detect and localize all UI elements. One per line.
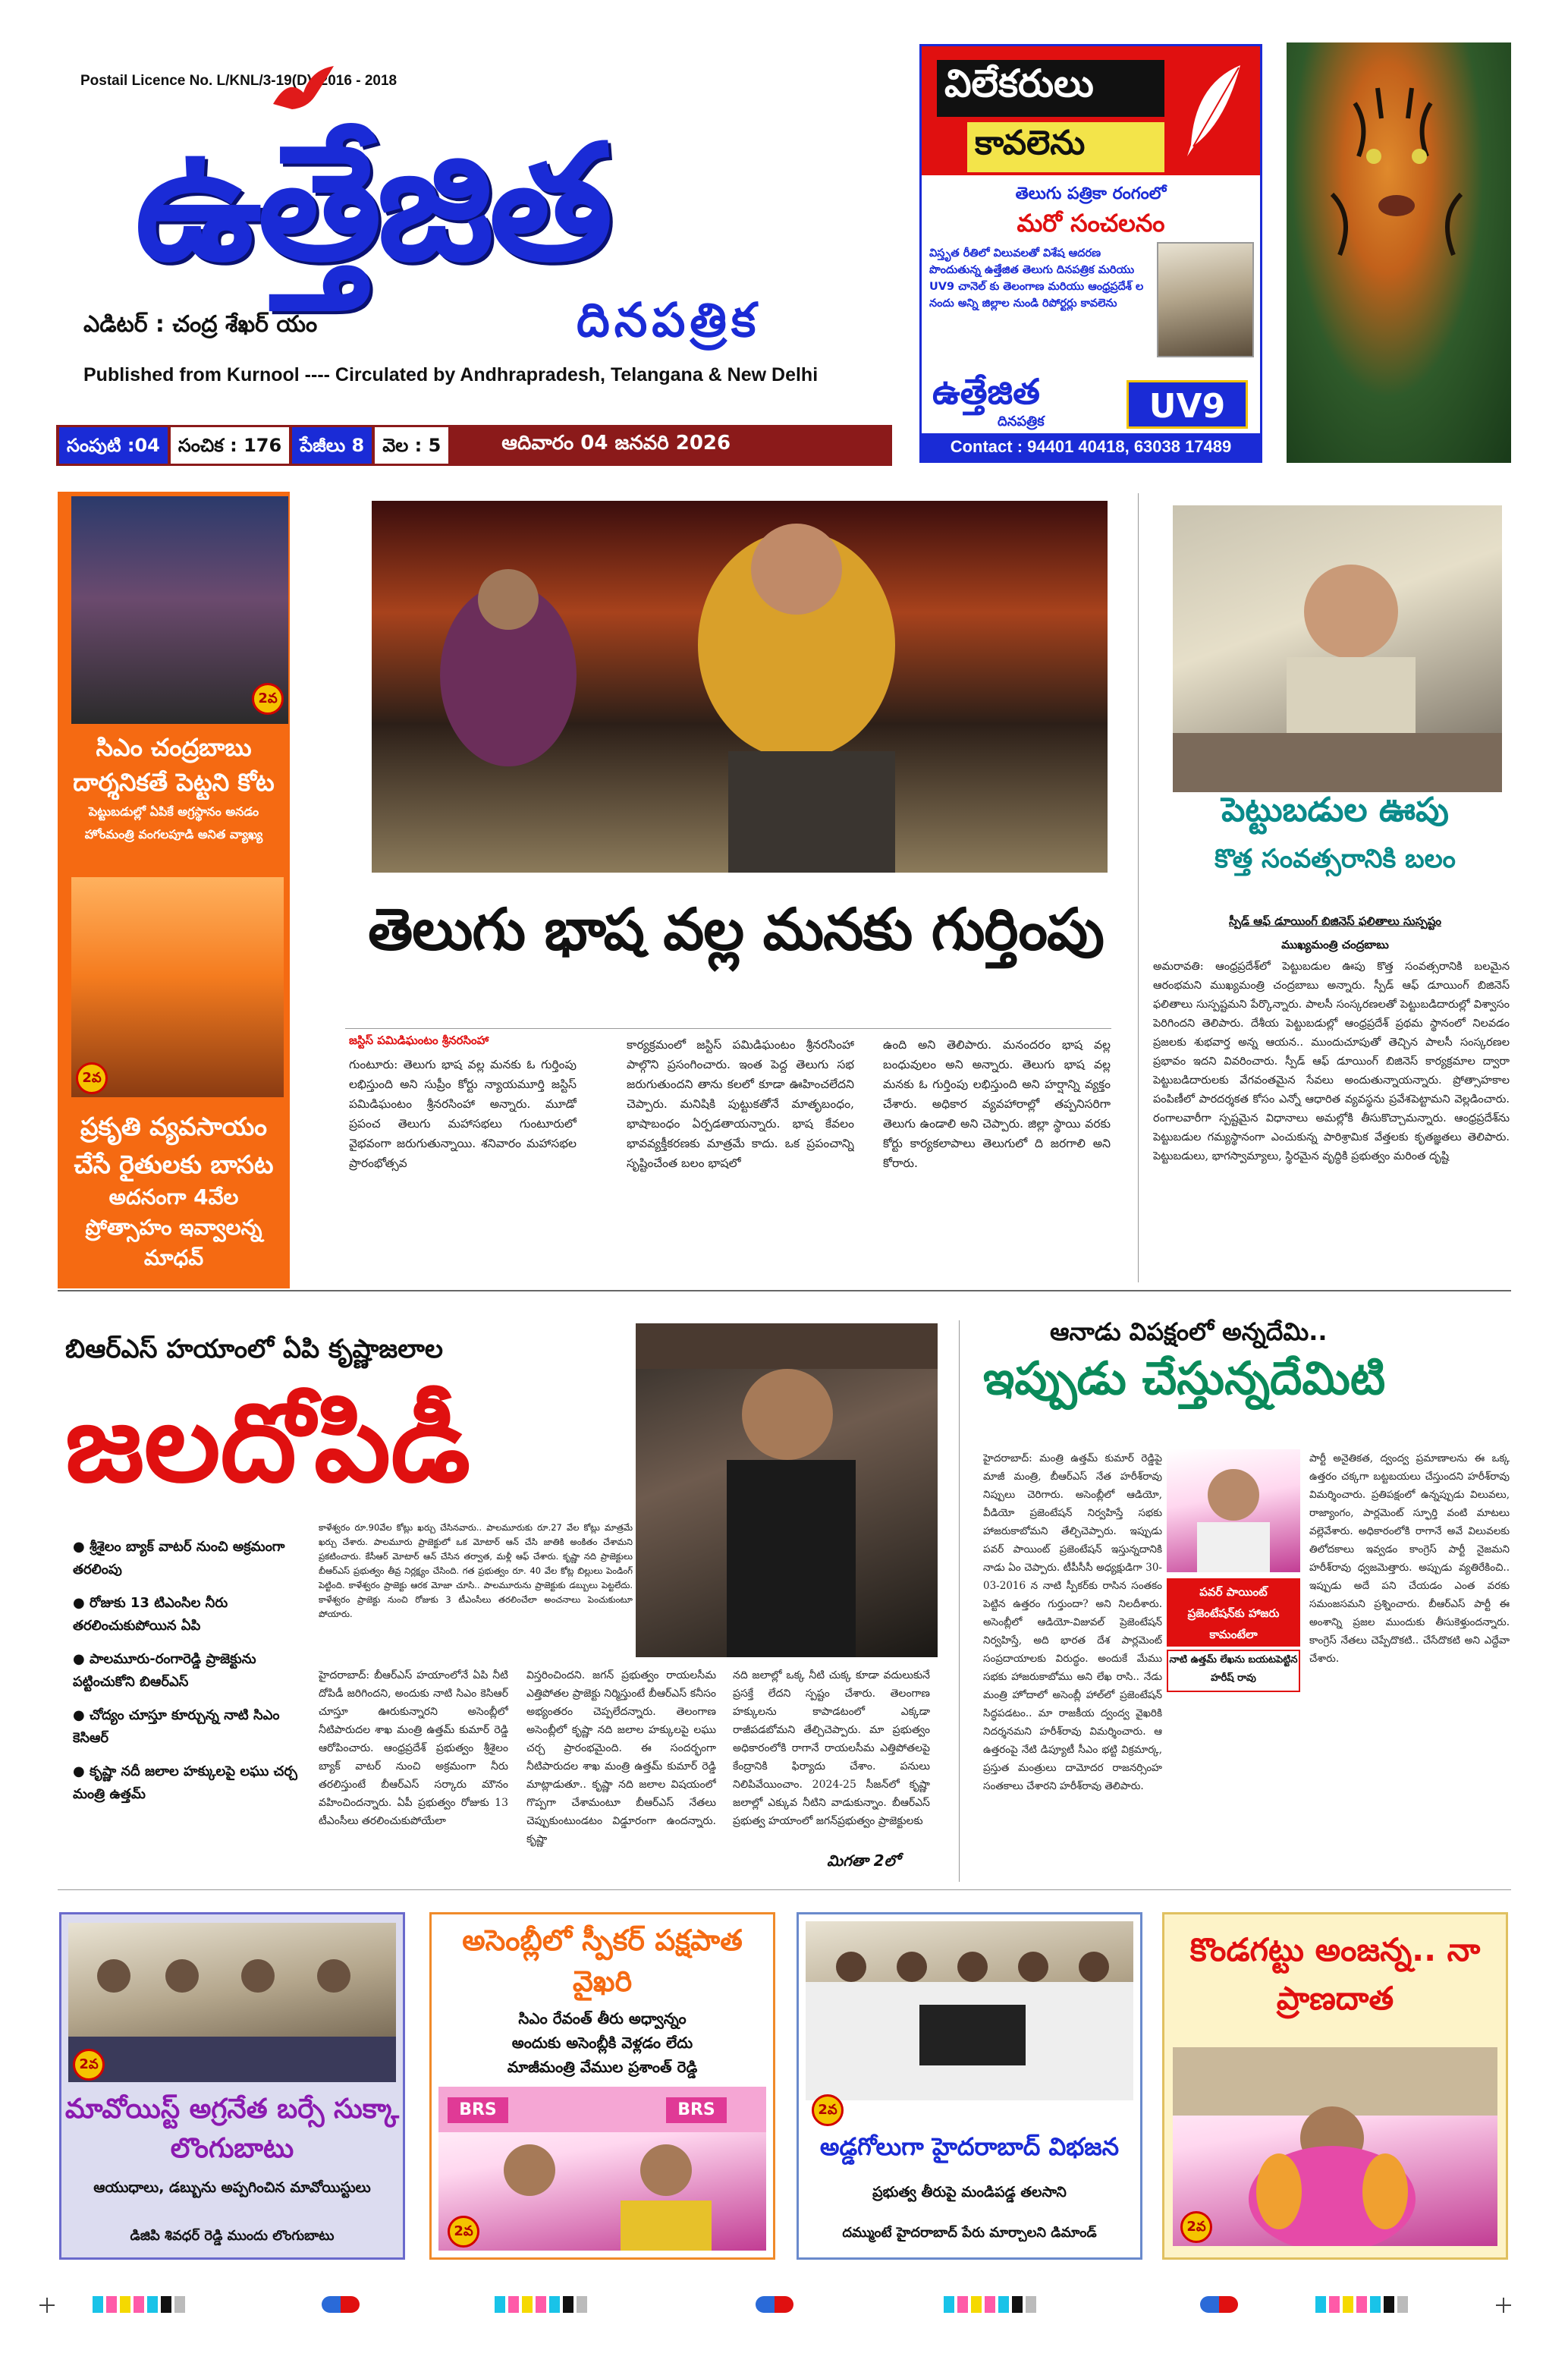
- color-bar: [1315, 2296, 1411, 2313]
- color-bar: [93, 2296, 188, 2313]
- postal-licence: Postail Licence No. L/KNL/3-19(D). 2016 - 2018: [80, 73, 397, 89]
- harish-box-2: నాటి ఉత్తమ్ లేఖను బయటపెట్టిన హరీష్ రావు: [1167, 1650, 1300, 1692]
- krishna-col-1: హైదరాబాద్: బీఆర్ఎస్ హయాంలోనే ఏపి నీటి దోపిడీ జరిగిందని, అందుకు నాటి సిఎం కెసిఆర్ చూస్తూ ఊరుకున్నారని అసెంబ్లీలో నీటిపారుదల శాఖ మంత్రి ఉత్తమ్ కుమార్ రెడ్డి ఆరోపించారు. ఆంధ్రప్రదేశ్ ప్రభుత్వం శ్రీశైలం బ్యాక్ వాటర్ నుంచి అక్రమంగా నీరు తరలిస్తుంటే బీఆర్ఎస్ సర్కారు మౌనం వహించిందన్నారు. ఏపీ ప్రభుత్వం రోజుకు 13 టీఎంసీలు తరలించుకుపోయేలా: [319, 1669, 508, 1827]
- published-line: Published from Kurnool ---- Circulated by Andhrapradesh, Telangana & New Delhi: [83, 364, 819, 385]
- page-badge: 2వ: [1180, 2211, 1212, 2243]
- main-headline: తెలుగు భాష వల్ల మనకు గుర్తింపు: [368, 895, 1104, 963]
- ad-line-2: మరో సంచలనం: [1017, 209, 1165, 238]
- main-byline: జస్టిస్ పమిడిఘంటం శ్రీనరసింహా: [349, 1033, 489, 1047]
- brs-logo: BRS: [448, 2097, 508, 2123]
- volume-label: సంపుటి :04: [59, 427, 168, 464]
- color-pill: [756, 2296, 793, 2313]
- uttam-photo: [636, 1323, 938, 1657]
- krishna-headline: జలదోపిడీ: [65, 1381, 471, 1506]
- bullet-item: ● శ్రీశైలం బ్యాక్ వాటర్ నుంచి అక్రమంగా తరలింపు: [73, 1539, 285, 1578]
- right-headline-1: పెట్టుబడుల ఊపు: [1221, 791, 1449, 829]
- recruitment-ad: [919, 44, 1262, 463]
- harish-box-1: పవర్ పాయింట్ ప్రజెంటేషన్‌కు హాజరు కామంటేలా: [1167, 1578, 1300, 1647]
- ad-logo: ఉత్తేజిత: [932, 371, 1040, 412]
- harish-photo: [1167, 1449, 1300, 1572]
- harish-kicker: ఆనాడు విపక్షంలో అన్నదేమి..: [1050, 1317, 1328, 1346]
- date-label: ఆదివారం 04 జనవరి 2026: [501, 432, 731, 455]
- left-story-2-sub: అదనంగా 4వేల ప్రోత్సాహం ఇవ్వాలన్న మాధవ్: [85, 1184, 262, 1270]
- ad-newspaper-image: [1157, 242, 1254, 357]
- color-pill: [1200, 2296, 1238, 2313]
- editor-line: ఎడిటర్ : చంద్ర శేఖర్ యం: [83, 311, 318, 338]
- bottom-4-title: కొండగట్టు అంజన్న.. నా ప్రాణదాత: [1189, 1931, 1481, 2017]
- krishna-col-3: నది జలాల్లో ఒక్క నీటి చుక్క కూడా వదులుకునే ప్రసక్తే లేదని స్పష్టం చేశారు. తెలంగాణ హక్కులను కాపాడటంలో ఎక్కడా రాజీపడబోమని తేల్చిచెప్పారు. మా ప్రభుత్వం అధికారంలోకి రాగానే రాయలసీమ ఎత్తిపోతలపై కేంద్రానికి ఫిర్యాదు చేశాం. పనులు నిలిపివేయించాం. 2024-25 సీజన్‌లో కృష్ణా జలాల్లో ఎక్కువ నీటిని వాడుకున్నాం. బీఆర్ఎస్ ప్రభుత్వ హయాంలో జగన్‌ప్రభుత్వం ప్రాజెక్టులకు: [733, 1669, 930, 1827]
- bottom-3-sub-1: ప్రభుత్వ తీరుపై మండిపడ్డ తలసాని: [872, 2184, 1067, 2201]
- chandrababu-photo: [1173, 505, 1502, 792]
- right-kicker-1: స్పీడ్ ఆఫ్ డూయింగ్ బిజినెస్ ఫలితాలు సుస్పష్టం: [1228, 914, 1442, 928]
- bottom-2-sub-1: సిఎం రేవంత్ తీరు అధ్వాన్నం: [518, 2009, 687, 2028]
- bullet-item: ● పాలమూరు-రంగారెడ్డి ప్రాజెక్టును పట్టించుకోని బిఆర్ఎస్: [73, 1651, 256, 1690]
- krishna-kicker: బిఆర్ఎస్ హయాంలో ఏపి కృష్ణాజలాల: [65, 1334, 443, 1364]
- bullet-item: ● రోజుకు 13 టిఎంసిల నీరు తరలించుకుపోయిన ఏపి: [73, 1595, 228, 1634]
- logo-subtitle: దినపత్రిక: [577, 292, 761, 348]
- vemula-photo: [438, 2087, 766, 2251]
- bullet-item: ● చోద్యం చూస్తూ కూర్చున్న నాటి సిఎం కెసిఆర్: [73, 1707, 280, 1746]
- ad-logo-sub: దినపత్రిక: [998, 414, 1045, 429]
- pages-label: పేజీలు 8: [292, 427, 372, 464]
- registration-mark: [39, 2298, 55, 2313]
- bullet-item: ● కృష్ణా నదీ జలాల హక్కులపై లఘు చర్చ మంత్రి ఉత్తమ్: [73, 1763, 297, 1802]
- page-badge: 2వ: [73, 2049, 105, 2081]
- color-pill: [322, 2296, 360, 2313]
- right-kicker-2: ముఖ్యమంత్రి చంద్రబాబు: [1281, 938, 1389, 952]
- left-story-1-sub-1: పెట్టుబడుల్లో ఏపికే అగ్రస్థానం అనడం: [88, 804, 259, 819]
- left-story-1-sub-2: హోంమంత్రి వంగలపూడి అనిత వ్యాఖ్య: [84, 827, 263, 842]
- issue-strip: [56, 425, 892, 466]
- talasani-photo: [806, 1921, 1133, 2100]
- brs-logo: BRS: [666, 2097, 727, 2123]
- harish-col-2: పార్టీ అనైతికత, ద్వంద్వ ప్రమాణాలను ఈ ఒక్క ఉత్తరం చక్కగా బట్టబయలు చేస్తుందని హరీశ్‌రావు విమర్శించారు. ప్రతిపక్షంలో ఉన్నప్పుడు విలువలు, రాజ్యాంగం, పార్లమెంట్ స్ఫూర్తి వంటి మాటలు వల్లెవేశారు. అధికారంలోకి రాగానే అవే విలువలకు తిలోదకాలు ఇవ్వడం కాంగ్రెస్ పార్టీ నైజమని హరీశ్‌రావు ధ్వజమెత్తారు. అప్పుడు వ్యతిరేకించి.. ఇప్పుడు అదే పని చేయడం ఎంత వరకు సమంజసమని ప్రశ్నించారు. బీఆర్ఎస్ పార్టీ ఈ అంశాన్ని ప్రజల ముందుకు తీసుకెళ్తుందన్నారు. కాంగ్రెస్ నేతలు చెప్పేదొకటి.. చేసేదొకటి అని ఎద్దేవా చేశారు.: [1309, 1452, 1510, 1665]
- page-badge: 2వ: [448, 2216, 479, 2248]
- ad-contact: Contact : 94401 40418, 63038 17489: [922, 433, 1260, 461]
- main-col-2: కార్యక్రమంలో జస్టిస్ పమిడిఘంటం శ్రీనరసింహా పాల్గొని ప్రసంగించారు. ఇంత పెద్ద తెలుగు సభ జరుగుతుందని తాను కలలో కూడా ఊహించలేదని చెప్పారు. మనిషికి పుట్టుకతోనే మాతృబంధం, భాషాబంధం ఏర్పడతాయన్నారు. భాష కేవలం భావవ్యక్తీకరణకు మాత్రమే కాదు. ఒక ప్రపంచాన్ని సృష్టించేంత బలం భాషలో: [627, 1038, 854, 1170]
- ad-line-1: తెలుగు పత్రికా రంగంలో: [1015, 184, 1167, 203]
- krishna-col-2: విస్తరించిందని. జగన్ ప్రభుత్వం రాయలసీమ ఎత్తిపోతల ప్రాజెక్టు నిర్మిస్తుంటే బీఆర్ఎస్ కనీసం అభ్యంతరం చెప్పలేదన్నారు. తెలంగాణ అసెంబ్లీలో కృష్ణా నది జలాల హక్కులపై లఘు చర్చ ప్రారంభమైంది. ఈ సందర్భంగా నీటిపారుదల శాఖ మంత్రి ఉత్తమ్ కుమార్ రెడ్డి మాట్లాడుతూ.. కృష్ణా నది జలాల విషయంలో గొప్పగా చేశామంటూ బీఆర్ఎస్ నేతలు చెప్పుకుంటుండటం విడ్డూరంగా ఉందన్నారు. కృష్ణా: [526, 1669, 716, 1845]
- registration-mark: [1496, 2298, 1511, 2313]
- maoist-photo: [68, 1923, 396, 2082]
- krishna-caption: కాళేశ్వరం రూ.90వేల కోట్లు ఖర్చు చేసినవారు.. పాలమూరుకు రూ.27 వేల కోట్లు మాత్రమే ఖర్చు చేశారు. పాలమూరు ప్రాజెక్టులో ఒక మోటార్ ఆన్ చేసి జాతికి అంకితం చేశామని ప్రకటించారు. కేసీఆర్ మోటార్ ఆన్ చేసిన తర్వాత, మళ్లీ ఆఫ్ చేశారు. కృష్ణా నది ప్రాజెక్టులు బీఆర్ఎస్ ప్రభుత్వం తీవ్ర నిర్లక్ష్యం చేసింది. గత ప్రభుత్వం రూ. 40 వేల కోట్ల బిల్లులు పెండింగ్ పెట్టింది. కాళేశ్వరం ప్రాజెక్టు ఆరక మోజా చూసి.. పాలమూరును ప్రాజెక్టుకు డబ్బులు పెట్టలేదు. కాళేశ్వరం ప్రాజెక్టు నుంచి రోజుకు 3 టీఎంసీలు తరలించేలా అంచనాలు పెంచుకుంటూ పోయారు.: [319, 1522, 633, 1619]
- krishna-bullets: [73, 1536, 300, 1817]
- issue-label: సంచిక : 176: [171, 427, 289, 464]
- krishna-continued: మిగతా 2లో: [827, 1851, 900, 1870]
- bottom-1-title: మావోయిస్ట్ అగ్రనేత బర్సే సుక్కా లొంగుబాటు: [64, 2094, 400, 2164]
- bottom-3-title: అడ్డగోలుగా హైదరాబాద్ విభజన: [819, 2132, 1120, 2161]
- madhav-photo: [71, 877, 284, 1097]
- bottom-2-sub-2: అందుకు అసెంబ్లీకి వెళ్లడం లేదు: [511, 2034, 693, 2052]
- main-col-3: ఉంది అని తెలిపారు. మనందరం భాష వల్ల బంధువులం అని అన్నారు. తెలుగు భాష వల్ల మనకు ఓ గుర్తింపు లభిస్తుంది అని హర్షాన్ని వ్యక్తం చేశారు. అధికార వ్యవహారాల్లో తప్పనిసరిగా తెలుగు ఉండాలి అని చెప్పారు. జిల్లా స్థాయి వరకు కోర్టు కార్యకలాపాలు తెలుగులో ది జరగాలి అని కోరారు.: [883, 1038, 1111, 1170]
- anjanna-photo: [1173, 2047, 1497, 2246]
- bottom-2-sub-3: మాజీమంత్రి వేముల ప్రశాంత్ రెడ్డి: [507, 2058, 698, 2076]
- bottom-2-title: అసెంబ్లీలో స్పీకర్ పక్షపాత వైఖరి: [462, 1924, 743, 1998]
- ad-body: విస్తృత రీతిలో విలువలతో విశేష ఆదరణ పొందుతున్న ఉత్తేజిత తెలుగు దినపత్రిక మరియు UV9 చానెల్ కు తెలంగాణ మరియు ఆంధ్రప్రదేశ్ ల నందు అన్ని జిల్లాల నుండి రిపోర్టర్లు కావలెను: [929, 247, 1144, 310]
- main-story-photo: [372, 501, 1108, 873]
- bottom-1-sub-1: ఆయుధాలు, డబ్బును అప్పగించిన మావోయిస్టులు: [93, 2179, 371, 2196]
- price-label: వెల : 5: [375, 427, 448, 464]
- page-badge: 2వ: [76, 1062, 108, 1094]
- ad-heading-2: కావలెను: [967, 122, 1164, 172]
- page-badge: 2వ: [252, 683, 284, 715]
- uv9-logo: UV9: [1127, 380, 1248, 429]
- bottom-1-sub-2: డిజిపి శివధర్ రెడ్డి ముందు లొంగుబాటు: [130, 2228, 335, 2244]
- color-bar: [495, 2296, 590, 2313]
- right-body: అమరావతి: ఆంధ్రప్రదేశ్‌లో పెట్టుబడుల ఊపు కొత్త సంవత్సరానికి బలమైన ఆరంభమని ముఖ్యమంత్రి చంద్రబాబు అన్నారు. స్పీడ్ ఆఫ్ డూయింగ్ బిజినెస్ ఫలితాలు సుస్పష్టమని పేర్కొన్నారు. పాలసీ సంస్కరణలతో పెట్టుబడిదారుల్లో విశ్వాసం పెరిగిందని తెలిపారు. దేశీయ పెట్టుబడుల్లో ఆంధ్రప్రదేశ్ ప్రథమ స్థానంలో నిలవడం ప్రజలకు శుభవార్త అన్న ఆయన.. ముందుచూపుతో తెచ్చిన పాలసీ సంస్కరణల ప్రభావం ఇదని వివరించారు. స్పీడ్ ఆఫ్ డూయింగ్ బిజినెస్ కార్యక్రమాల ద్వారా పెట్టుబడిదారులకు వేగవంతమైన సేవలు అందుతున్నాయన్నారు. ప్రోత్సాహకాల పంపిణీలో పారదర్శకత కోసం ఎన్నో ఆధారిత వ్యవస్థను ప్రవేశపెట్టామని వెల్లడించారు. రంగాలవారీగా స్పష్టమైన విధానాలు అమల్లోకి తీసుకొచ్చామన్నారు. ఆంధ్రప్రదేశ్‌ను పెట్టుబడుల గమ్యస్థానంగా ఎంచుకున్న పారిశ్రామిక వేత్తలకు కృతజ్ఞతలు తెలిపారు. పెట్టుబడులు, భాగస్వామ్యాలు, స్థిరమైన వృద్ధికి ప్రభుత్వం మరింత దృష్టి: [1153, 961, 1510, 1162]
- ad-heading-1: విలేకరులు: [937, 60, 1164, 117]
- page-badge: 2వ: [812, 2094, 844, 2126]
- left-story-1-title: సిఎం చంద్రబాబు దార్శనికతే పెట్టని కోట: [73, 733, 275, 797]
- main-col-1: గుంటూరు: తెలుగు భాష వల్ల మనకు ఓ గుర్తింపు లభిస్తుంది అని సుప్రీం కోర్టు న్యాయమూర్తి జస్టిస్ పమిడిఘంటం శ్రీనరసింహా అన్నారు. మూడో ప్రపంచ తెలుగు మహాసభలు గుంటూరులో వైభవంగా జరుగుతున్నాయి. శనివారం మహాసభల ప్రారంభోత్సవ: [349, 1058, 577, 1170]
- bottom-3-sub-2: దమ్ముంటే హైదరాబాద్ పేరు మార్చాలని డిమాండ్: [842, 2225, 1097, 2241]
- tiger-photo: [1287, 42, 1511, 463]
- newspaper-logo: ఉత్తేజిత: [135, 110, 608, 296]
- color-bar: [944, 2296, 1039, 2313]
- feather-icon: [1180, 61, 1248, 160]
- left-story-2-title: ప్రకృతి వ్యవసాయం చేసే రైతులకు బాసట: [74, 1112, 274, 1179]
- harish-col-1: హైదరాబాద్: మంత్రి ఉత్తమ్ కుమార్ రెడ్డిపై మాజీ మంత్రి, బీఆర్ఎస్ నేత హరీశ్‌రావు నిప్పులు చెరిగారు. అసెంబ్లీలో ఆడియో, వీడియో ప్రజెంటేషన్ నిర్వహిస్తే సభకు హాజరుకాబోమని తేల్చిచెప్పారు. ఇప్పుడు పవర్ పాయింట్ ప్రజెంటేషన్ ఇస్తున్నదానికి నాడు ఏం చెప్పారు. టీపీసీసీ అధ్యక్షుడిగా 30-03-2016 న నాటి స్పీకర్‌కు రాసిన సంతకం పెట్టిన ఉత్తరం గుర్తుందా? అని నిలదీశారు. అసెంబ్లీలో ఆడియో-విజువల్ ప్రెజెంటేషన్ నిర్వహిస్తే, అది భారత దేశ పార్లమెంట్ సంప్రదాయాలకు విరుద్ధం. అందుకే మేము సభకు హాజరుకాబోము అని లేఖ రాసి.. నేడు మంత్రి హోదాలో అసెంబ్లీ హాల్‌లో ప్రజెంటేషన్ సిద్ధపడటం.. మా రాజకీయ ద్వంద్వ వైఖరికి నిదర్శనమని హరీశ్‌రావు విమర్శించారు. ఆ ఉత్తరంపై నేటి డిప్యూటీ సీఎం భట్టి విక్రమార్క, ప్రస్తుత మంత్రులు దామోదర రాజనర్సింహ సంతకాలు చేశారని హరీశ్‌రావు తెలిపారు.: [983, 1452, 1162, 1792]
- right-headline-2: కొత్త సంవత్సరానికి బలం: [1214, 844, 1456, 874]
- harish-headline: ఇప్పుడు చేస్తున్నదేమిటి: [983, 1352, 1386, 1405]
